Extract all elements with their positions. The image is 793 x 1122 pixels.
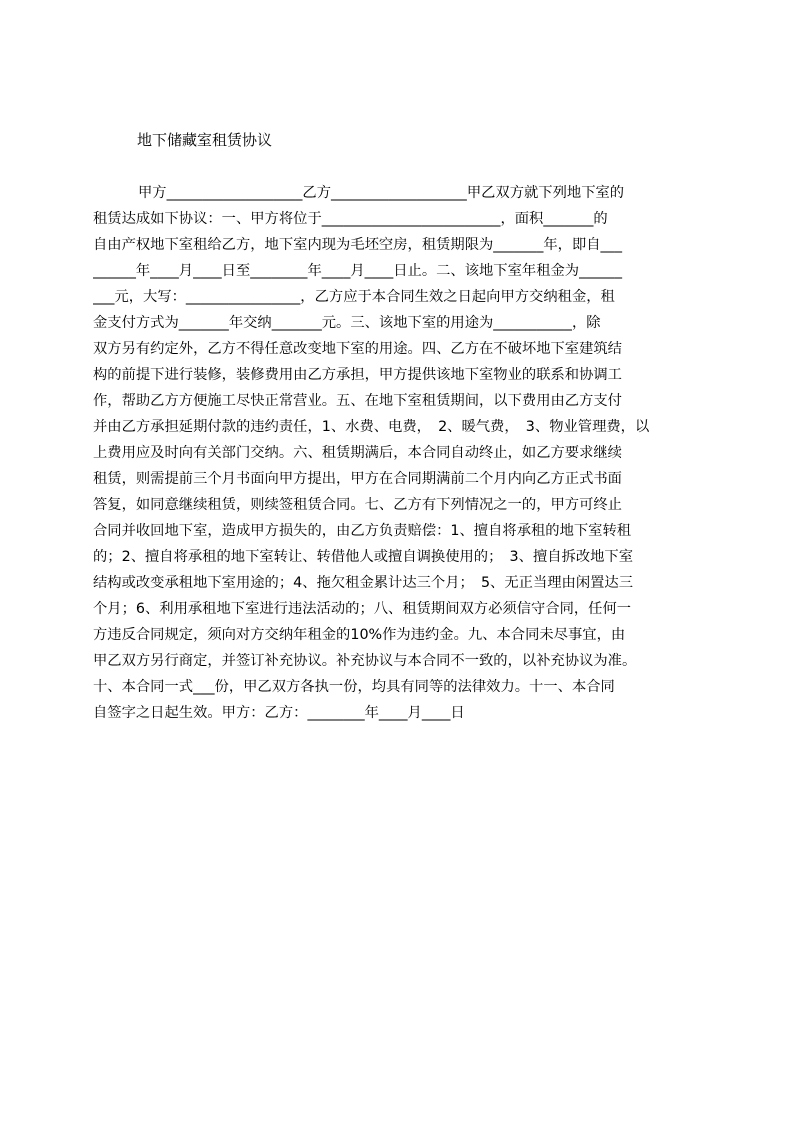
body-line: 方违反合同规定，须向对方交纳年租金的10%作为违约金。九、本合同未尽事宜，由 [93, 627, 626, 643]
body-line: 双方另有约定外，乙方不得任意改变地下室的用途。四、乙方在不破坏地下室建筑结 [93, 341, 622, 357]
body-line: 金支付方式为_______年交纳_______元。三、该地下室的用途为___________，除 [93, 315, 601, 331]
body-line: ___元，大写：________________，乙方应于本合同生效之日起向甲方交纳租金，租 [93, 289, 615, 305]
body-line: 结构或改变承租地下室用途的；4、拖欠租金累计达三个月； 5、无正当理由闲置达三 [93, 575, 634, 591]
body-line: 十、本合同一式___份，甲乙双方各执一份，均具有同等的法律效力。十一、本合同 [93, 679, 615, 695]
body-line: 并由乙方承担延期付款的违约责任，1、水费、电费， 2、暖气费， 3、物业管理费，以 [93, 419, 650, 435]
body-line: 合同并收回地下室，造成甲方损失的，由乙方负责赔偿：1、擅自将承租的地下室转租 [93, 523, 632, 539]
document-title: 地下储藏室租赁协议 [137, 131, 273, 149]
body-line: 上费用应及时向有关部门交纳。六、租赁期满后，本合同自动终止，如乙方要求继续 [93, 445, 622, 461]
body-line: 作，帮助乙方方便施工尽快正常营业。五、在地下室租赁期间，以下费用由乙方支付 [93, 393, 622, 409]
body-line: 自由产权地下室租给乙方，地下室内现为毛坯空房，租赁期限为_______年，即自___ [93, 237, 622, 253]
body-line: 的；2、擅自将承租的地下室转让、转借他人或擅自调换使用的； 3、擅自拆改地下室 [93, 549, 634, 565]
body-line: 甲乙双方另行商定，并签订补充协议。补充协议与本合同不一致的，以补充协议为准。 [93, 653, 637, 669]
body-line: 答复，如同意继续租赁，则续签租赁合同。七、乙方有下列情况之一的，甲方可终止 [93, 497, 622, 513]
body-line: 构的前提下进行装修，装修费用由乙方承担，甲方提供该地下室物业的联系和协调工 [93, 367, 622, 383]
body-line: 甲方___________________乙方___________________甲乙双方就下列地下室的 [138, 185, 625, 201]
body-line: ______年____月____日至________年____月____日止。二、该地下室年租金为______ [93, 263, 622, 279]
body-line: 自签字之日起生效。甲方：乙方：________年____月____日 [93, 705, 465, 721]
agreement-body [93, 180, 698, 726]
body-line: 个月；6、利用承租地下室进行违法活动的；八、租赁期间双方必须信守合同，任何一 [93, 601, 632, 617]
body-line: 租赁达成如下协议：一、甲方将位于_________________________，面积_______的 [93, 211, 608, 227]
body-line: 租赁，则需提前三个月书面向甲方提出，甲方在合同期满前二个月内向乙方正式书面 [93, 471, 622, 487]
